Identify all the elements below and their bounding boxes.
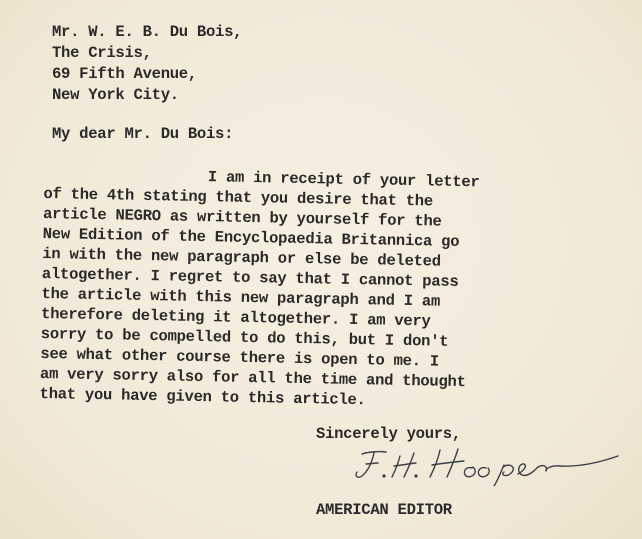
body-line: the article with this new paragraph and I am <box>41 284 441 311</box>
body-line: sorry to be compelled to do this, but I don't <box>40 324 449 351</box>
handwritten-signature <box>348 436 623 486</box>
body-line: of the 4th stating that you desire that the <box>43 184 434 211</box>
recipient-name: Mr. W. E. B. Du Bois, <box>52 23 243 41</box>
body-line: therefore deleting it altogether. I am very <box>40 304 431 331</box>
signer-title: AMERICAN EDITOR <box>316 501 452 519</box>
recipient-city: New York City. <box>52 86 179 104</box>
body-line: in with the new paragraph or else be deleted <box>42 244 441 271</box>
body-line: that you have given to this article. <box>39 384 366 410</box>
recipient-organization: The Crisis, <box>52 44 152 62</box>
body-line: New Edition of the Encyclopaedia Britannica go <box>42 224 460 251</box>
body-line: am very sorry also for all the time and thought <box>39 364 466 392</box>
body-line: altogether. I regret to say that I cannot pass <box>41 264 459 291</box>
recipient-street: 69 Fifth Avenue, <box>52 65 197 83</box>
letter-body <box>39 164 514 410</box>
salutation: My dear Mr. Du Bois: <box>52 125 234 143</box>
body-line: article NEGRO as written by yourself for the <box>42 204 442 231</box>
body-line: see what other course there is open to me. I <box>40 344 439 371</box>
body-line: I am in receipt of your letter <box>207 168 480 192</box>
closing: Sincerely yours, <box>316 425 461 443</box>
